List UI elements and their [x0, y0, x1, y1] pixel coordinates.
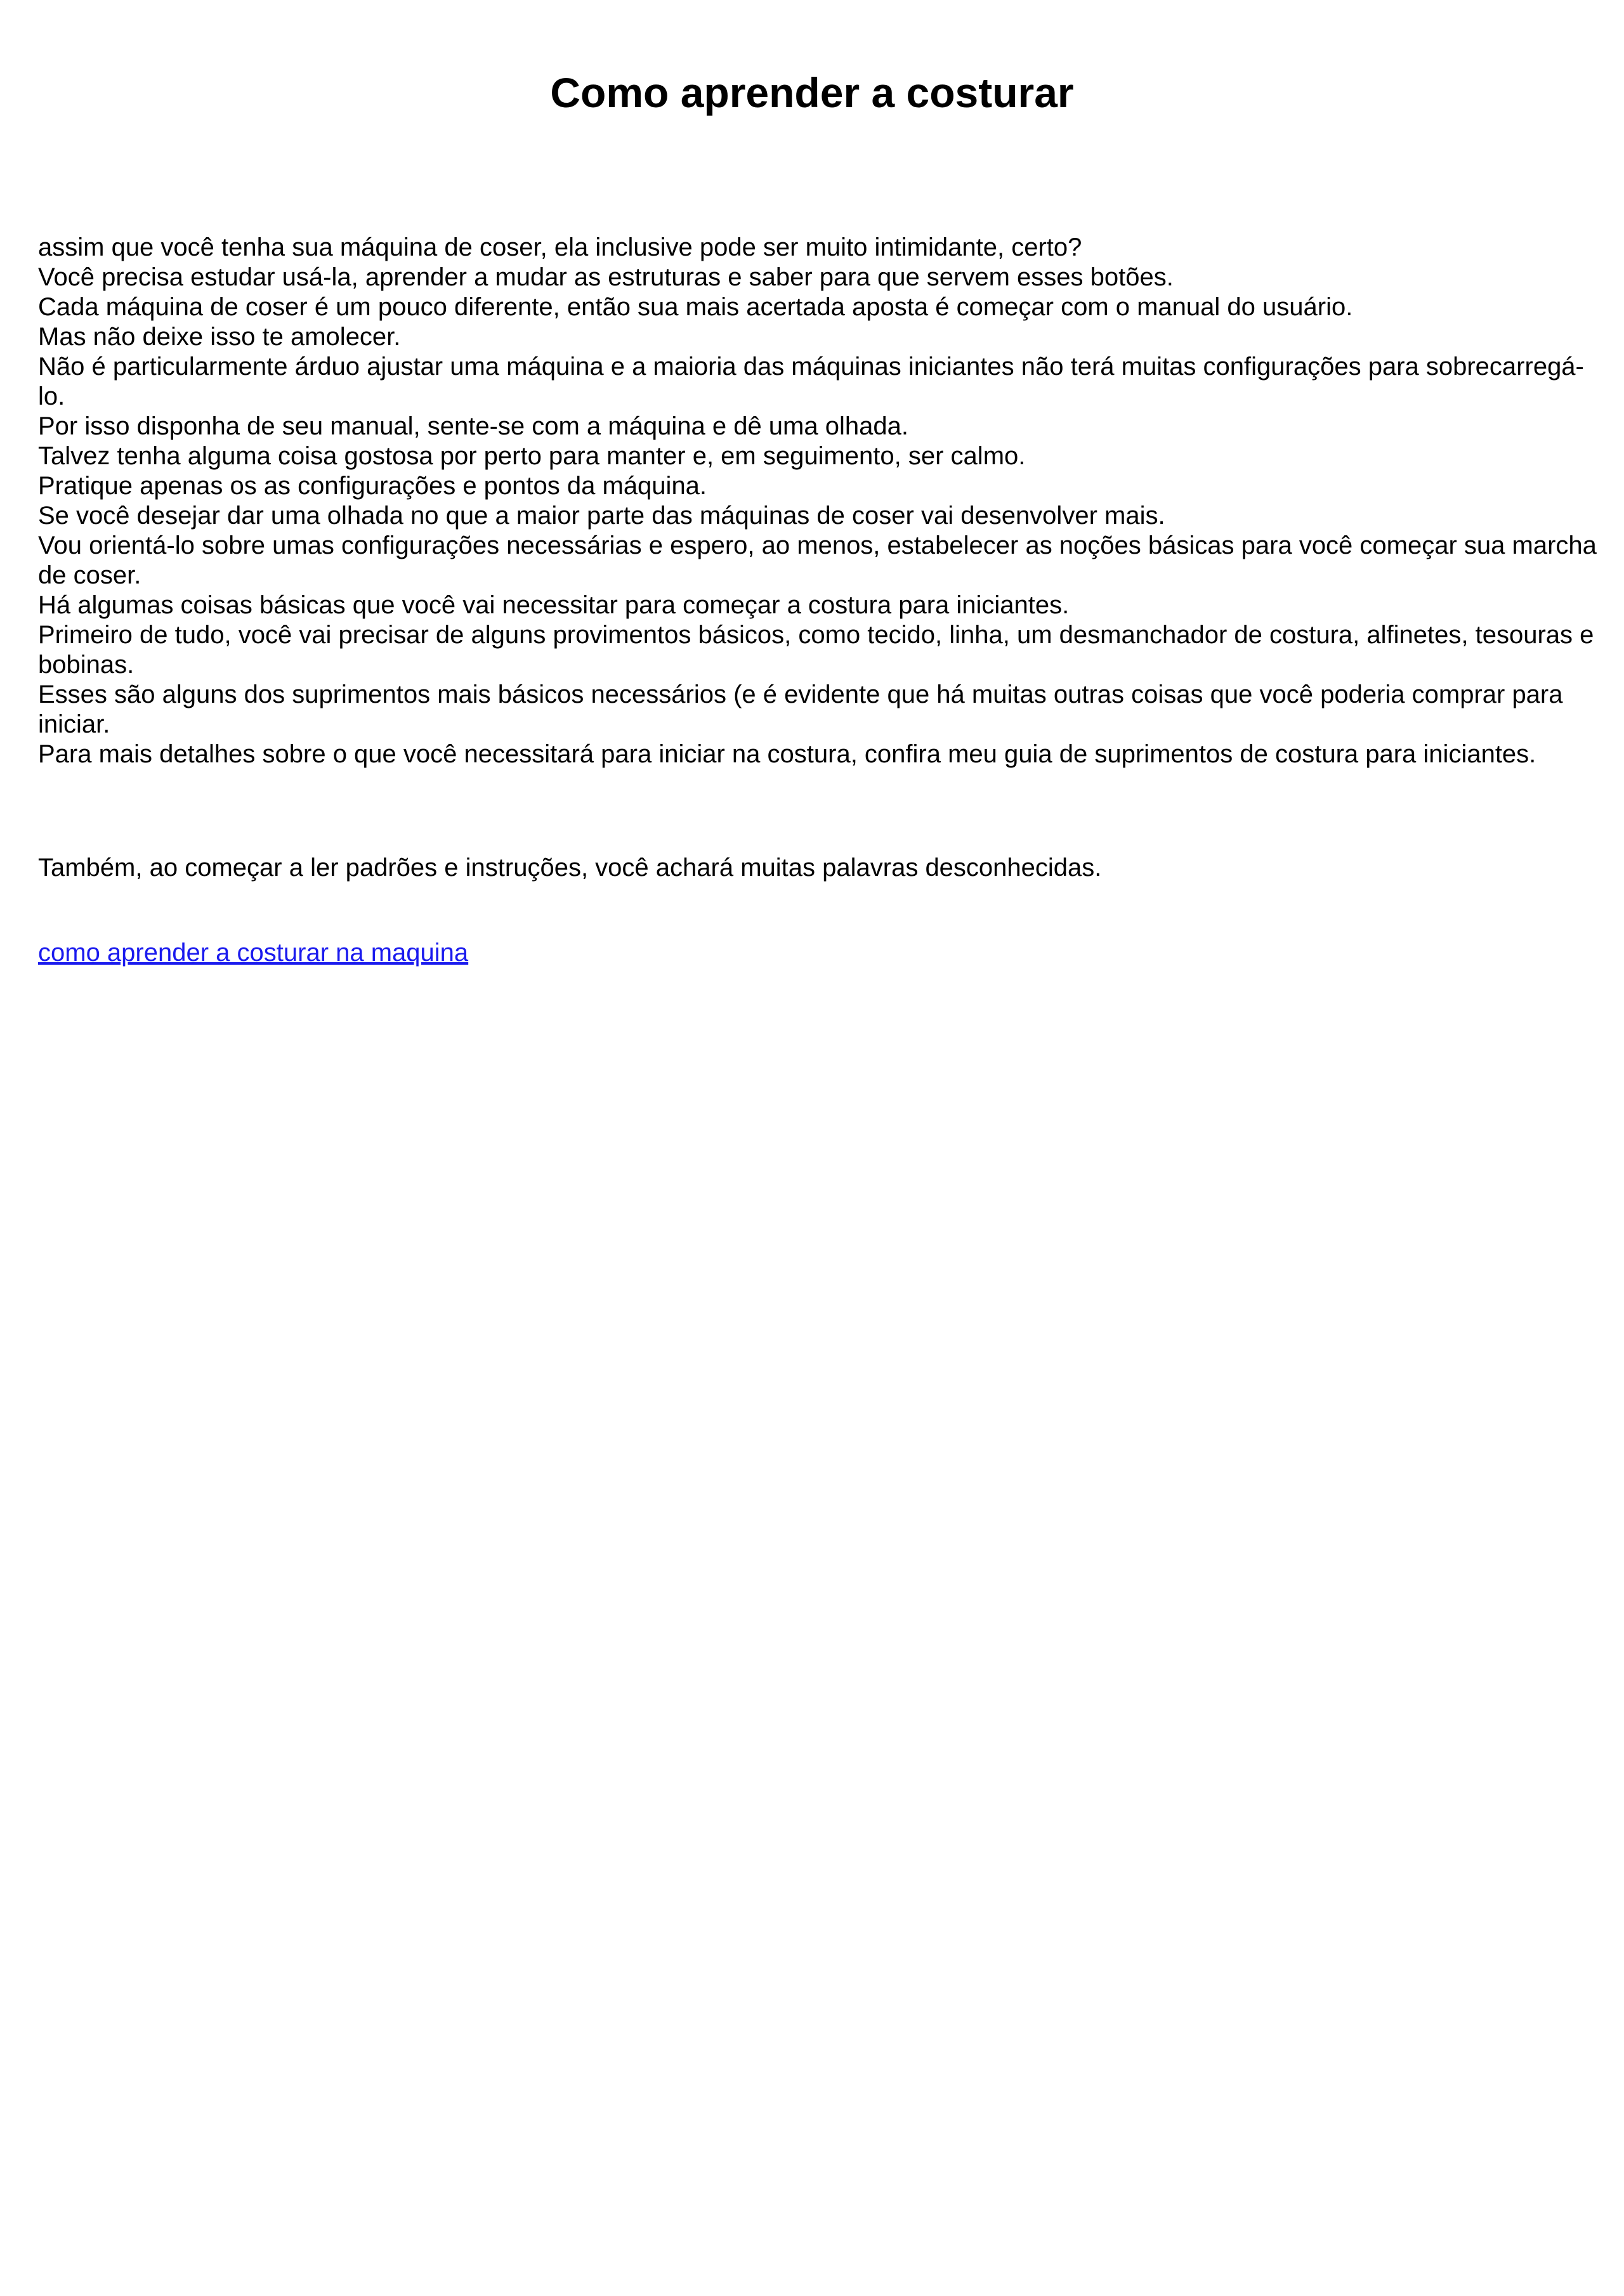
body-line: Mas não deixe isso te amolecer. [38, 323, 401, 351]
body-line: Talvez tenha alguma coisa gostosa por perto para manter e, em seguimento, ser calmo. [38, 442, 1026, 470]
body-line: Pratique apenas os as configurações e pontos da máquina. [38, 472, 707, 500]
body-line: assim que você tenha sua máquina de coser, ela inclusive pode ser muito intimidante, certo? [38, 233, 1082, 261]
body-line: Vou orientá-lo sobre umas configurações necessárias e espero, ao menos, estabelecer as noções básicas para você começar sua marcha de coser. [38, 532, 1597, 589]
page-title: Como aprender a costurar [550, 69, 1074, 116]
body-line: Se você desejar dar uma olhada no que a maior parte das máquinas de coser vai desenvolver mais. [38, 502, 1165, 530]
body-line: Cada máquina de coser é um pouco diferente, então sua mais acertada aposta é começar com o manual do usuário. [38, 293, 1353, 321]
body-line: Você precisa estudar usá-la, aprender a mudar as estruturas e saber para que servem esses botões. [38, 263, 1174, 291]
closing-paragraph: Também, ao começar a ler padrões e instruções, você achará muitas palavras desconhecidas. [38, 854, 1102, 882]
body-line: Para mais detalhes sobre o que você necessitará para iniciar na costura, confira meu guia de suprimentos de costura para iniciantes. [38, 740, 1536, 768]
body-text [38, 233, 1599, 769]
body-line: Primeiro de tudo, você vai precisar de alguns provimentos básicos, como tecido, linha, um desmanchador de costura, alfinetes, tesouras e bobinas. [38, 621, 1594, 679]
body-line: Há algumas coisas básicas que você vai necessitar para começar a costura para iniciantes. [38, 591, 1070, 619]
body-line: Não é particularmente árduo ajustar uma máquina e a maioria das máquinas iniciantes não terá muitas configurações para sobrecarregá-lo. [38, 353, 1584, 410]
body-line: Por isso disponha de seu manual, sente-se com a máquina e dê uma olhada. [38, 412, 908, 440]
body-line: Esses são alguns dos suprimentos mais básicos necessários (e é evidente que há muitas outras coisas que você poderia comprar para iniciar. [38, 681, 1563, 738]
article-link[interactable]: como aprender a costurar na maquina [38, 939, 469, 967]
